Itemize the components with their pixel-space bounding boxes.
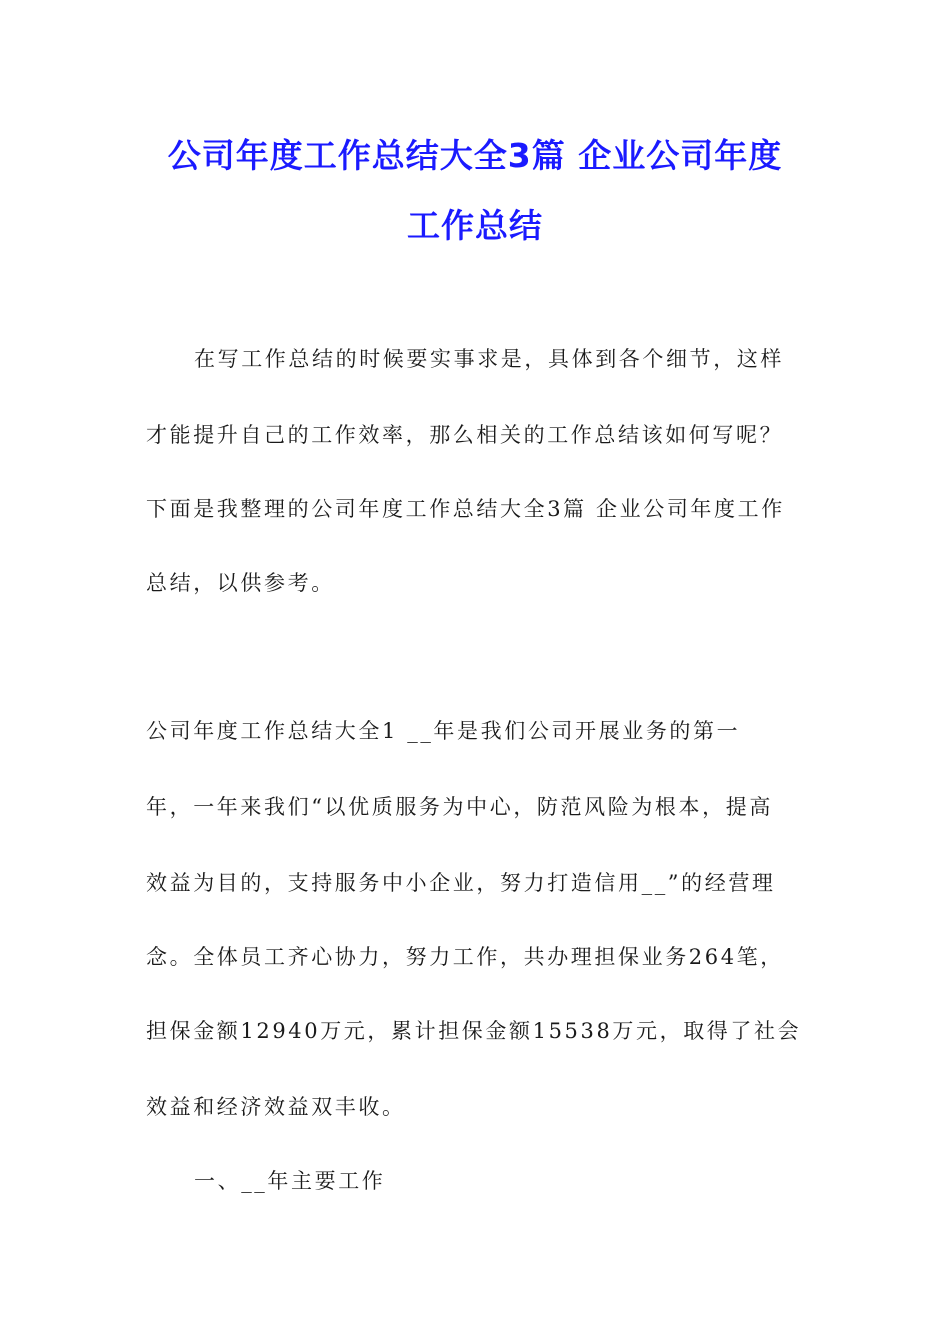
section-paragraph-line: 担保金额12940万元，累计担保金额15538万元，取得了社会 xyxy=(146,1019,802,1043)
intro-paragraph-line: 才能提升自己的工作效率，那么相关的工作总结该如何写呢？ xyxy=(146,423,784,447)
intro-paragraph-line: 下面是我整理的公司年度工作总结大全3篇 企业公司年度工作 xyxy=(146,497,785,521)
document-title-line-2: 工作总结 xyxy=(407,206,543,245)
section-paragraph-line: 念。全体员工齐心协力，努力工作，共办理担保业务264笔， xyxy=(146,945,784,969)
intro-paragraph-line: 在写工作总结的时候要实事求是，具体到各个细节，这样 xyxy=(194,347,784,371)
section-paragraph-line: 效益为目的，支持服务中小企业，努力打造信用__”的经营理 xyxy=(146,871,776,895)
section-paragraph-line: 公司年度工作总结大全1 __年是我们公司开展业务的第一 xyxy=(146,719,741,743)
section-paragraph-line: 年，一年来我们“以优质服务为中心，防范风险为根本，提高 xyxy=(146,795,773,819)
section-paragraph-line: 效益和经济效益双丰收。 xyxy=(146,1095,406,1119)
document-title-line-1: 公司年度工作总结大全3篇 企业公司年度 xyxy=(167,136,783,175)
section-heading: 一、__年主要工作 xyxy=(194,1169,386,1193)
intro-paragraph-line: 总结，以供参考。 xyxy=(146,571,335,595)
